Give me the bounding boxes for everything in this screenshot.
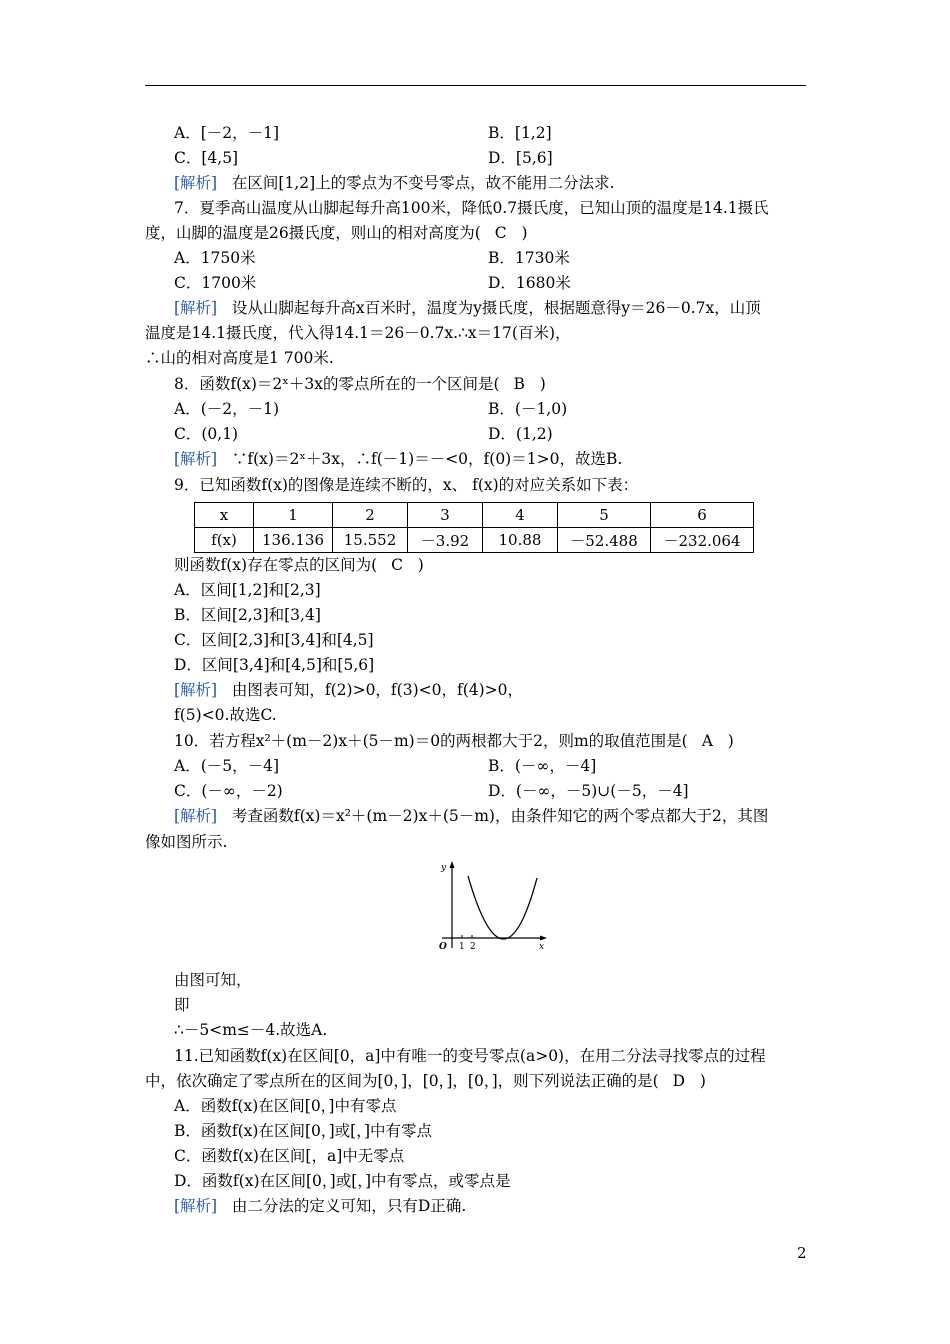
- q11-answer: D: [672, 1072, 686, 1090]
- y-axis-arrow: [450, 861, 455, 868]
- q8-option-c: C．(0,1): [174, 425, 239, 443]
- table-cell: 2: [333, 503, 408, 528]
- q8-option-a: A．(－2，－1): [174, 400, 280, 418]
- q10-option-d: D．(－∞，－5)∪(－5，－4]: [488, 782, 689, 800]
- analysis-text: 考查函数f(x)＝x²＋(m－2)x＋(5－m)，由条件知它的两个零点都大于2，其图: [231, 807, 769, 825]
- q9-stem2-text: 则函数f(x)存在零点的区间为(: [174, 556, 378, 574]
- table-cell: 3: [408, 503, 483, 528]
- q9-option-d: D．区间[3,4]和[4,5]和[5,6]: [174, 656, 375, 674]
- q8-stem-text: 8．函数f(x)＝2ˣ＋3x的零点所在的一个区间是(: [174, 375, 500, 393]
- table-cell: 1: [254, 503, 333, 528]
- q10-analysis-line2: 像如图所示.: [145, 833, 228, 851]
- q10-stem-text: 10．若方程x²＋(m－2)x＋(5－m)＝0的两根都大于2，则m的取值范围是(: [174, 732, 688, 750]
- x-label: x: [539, 942, 545, 952]
- q11-stem-line2: [145, 1071, 706, 1091]
- value-table: [194, 502, 754, 553]
- q9-analysis-line2: f(5)<0.故选C.: [174, 706, 277, 724]
- q8-analysis: [174, 449, 622, 469]
- page-number: 2: [797, 1244, 807, 1262]
- q10-after2: 即: [174, 996, 190, 1014]
- q10-option-c: C．(－∞，－2): [174, 782, 283, 800]
- analysis-tag: [解析]: [174, 174, 218, 192]
- q11-option-d: D．函数f(x)在区间[0，]或[，]中有零点，或零点是: [174, 1172, 511, 1190]
- table-row: [195, 528, 754, 553]
- q11-close: ): [699, 1072, 706, 1090]
- q11-option-b: B．函数f(x)在区间[0，]或[，]中有零点: [174, 1122, 433, 1140]
- q7-option-a: A．1750米: [174, 249, 256, 267]
- y-label: y: [441, 863, 447, 873]
- analysis-tag: [解析]: [174, 807, 218, 825]
- q6-analysis: [174, 173, 615, 193]
- q9-close: ): [417, 556, 424, 574]
- q10-option-a: A．(－5，－4]: [174, 757, 280, 775]
- q7-analysis-line1: [174, 298, 761, 318]
- q8-answer: B: [513, 375, 525, 393]
- table-cell: 4: [483, 503, 558, 528]
- table-cell: 5: [558, 503, 651, 528]
- table-cell: 10.88: [483, 528, 558, 553]
- tick-1-label: 1: [459, 942, 465, 952]
- q10-after3: ∴－5<m≤－4.故选A.: [174, 1021, 328, 1039]
- q11-analysis: [174, 1196, 466, 1216]
- table-cell: －52.488: [558, 528, 651, 553]
- q10-stem: [174, 731, 734, 751]
- analysis-tag: [解析]: [174, 299, 218, 317]
- header-rule: [145, 85, 806, 86]
- q7-stem-line2: [145, 223, 528, 243]
- q11-stem-text: 中，依次确定了零点所在的区间为[0，]，[0，]，[0，]，则下列说法正确的是(: [145, 1072, 659, 1090]
- q7-analysis-line3: ∴山的相对高度是1 700米.: [145, 349, 334, 367]
- q11-stem-line1: 11.已知函数f(x)在区间[0，a]中有唯一的变号零点(a>0)，在用二分法寻找零点的过程: [174, 1047, 766, 1065]
- q6-option-b: B．[1,2]: [488, 124, 552, 142]
- analysis-text: 设从山脚起每升高x百米时，温度为y摄氏度，根据题意得y＝26－0.7x，山顶: [231, 299, 761, 317]
- q9-stem: 9．已知函数f(x)的图像是连续不断的，x、 f(x)的对应关系如下表：: [174, 476, 639, 494]
- table-cell: －3.92: [408, 528, 483, 553]
- q9-stem2: [174, 555, 424, 575]
- table-cell: －232.064: [651, 528, 754, 553]
- table-header-fx: f(x): [195, 528, 254, 553]
- analysis-text: ∵f(x)＝2ˣ＋3x，∴f(－1)＝－<0，f(0)＝1>0，故选B.: [231, 450, 623, 468]
- analysis-text: 在区间[1,2]上的零点为不变号零点，故不能用二分法求.: [231, 174, 615, 192]
- q9-option-c: C．区间[2,3]和[3,4]和[4,5]: [174, 631, 374, 649]
- q7-option-d: D．1680米: [488, 274, 571, 292]
- q10-close: ): [727, 732, 734, 750]
- q8-close: ): [539, 375, 546, 393]
- q7-option-b: B．1730米: [488, 249, 570, 267]
- analysis-text: 由图表可知，f(2)>0，f(3)<0，f(4)>0，: [231, 681, 524, 699]
- q8-option-b: B．(－1,0): [488, 400, 568, 418]
- table-cell: 6: [651, 503, 754, 528]
- q10-after1: 由图可知，: [174, 971, 252, 989]
- q8-option-d: D．(1,2): [488, 425, 553, 443]
- q9-option-b: B．区间[2,3]和[3,4]: [174, 606, 321, 624]
- q7-stem-line1: 7．夏季高山温度从山脚起每升高100米，降低0.7摄氏度，已知山顶的温度是14.1摄氏: [174, 199, 769, 217]
- analysis-text: 由二分法的定义可知，只有D正确.: [231, 1197, 467, 1215]
- table-row: [195, 503, 754, 528]
- table-cell: 15.552: [333, 528, 408, 553]
- q9-option-a: A．区间[1,2]和[2,3]: [174, 581, 321, 599]
- q10-analysis-line1: [174, 806, 768, 826]
- parabola-curve: [468, 876, 537, 939]
- tick-2-label: 2: [470, 942, 476, 952]
- q10-answer: A: [701, 732, 713, 750]
- q10-option-b: B．(－∞，－4]: [488, 757, 597, 775]
- q9-answer: C: [391, 556, 403, 574]
- analysis-tag: [解析]: [174, 1197, 218, 1215]
- q7-close: ): [521, 224, 528, 242]
- parabola-graph: [432, 856, 556, 952]
- analysis-tag: [解析]: [174, 450, 218, 468]
- q6-option-c: C．[4,5]: [174, 149, 239, 167]
- q7-analysis-line2: 温度是14.1摄氏度，代入得14.1＝26－0.7x.∴x＝17(百米)，: [145, 324, 571, 342]
- q11-option-a: A．函数f(x)在区间[0，]中有零点: [174, 1097, 397, 1115]
- q7-stem-text: 度，山脚的温度是26摄氏度，则山的相对高度为(: [145, 224, 481, 242]
- q11-option-c: C．函数f(x)在区间[，a]中无零点: [174, 1147, 405, 1165]
- q7-option-c: C．1700米: [174, 274, 257, 292]
- q9-analysis-line1: [174, 680, 523, 700]
- q6-option-d: D．[5,6]: [488, 149, 553, 167]
- table-cell: 136.136: [254, 528, 333, 553]
- x-axis-arrow: [540, 936, 547, 941]
- q8-stem: [174, 374, 546, 394]
- origin-label: O: [439, 942, 447, 952]
- q7-answer: C: [494, 224, 507, 242]
- analysis-tag: [解析]: [174, 681, 218, 699]
- q6-option-a: A．[－2，－1]: [174, 124, 280, 142]
- table-header-x: x: [195, 503, 254, 528]
